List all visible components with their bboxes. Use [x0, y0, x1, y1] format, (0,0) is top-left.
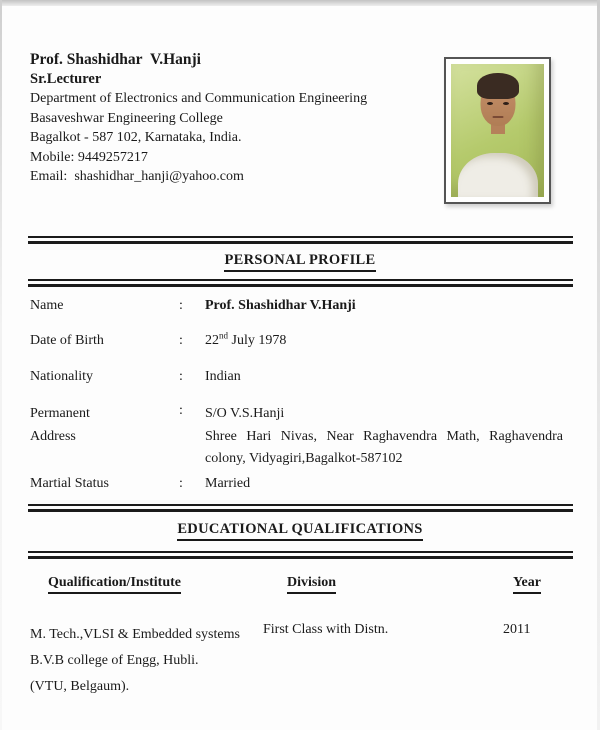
applicant-college: Basaveshwar Engineering College — [30, 110, 223, 126]
profile-photo-image — [451, 64, 544, 197]
row-address-label: Permanent Address — [30, 406, 90, 444]
applicant-name: Prof. Shashidhar V.Hanji — [30, 51, 201, 68]
scan-edge-top — [0, 0, 600, 6]
column-header-year: Year — [513, 575, 541, 594]
education-row-division: First Class with Distn. — [263, 622, 389, 637]
row-dob-label: Date of Birth — [30, 333, 104, 348]
personal-profile-heading: PERSONAL PROFILE — [0, 252, 600, 272]
scan-edge-left — [0, 0, 2, 730]
education-row-year: 2011 — [503, 622, 531, 637]
row-name-value: Prof. Shashidhar V.Hanji — [205, 298, 356, 313]
row-nationality-label: Nationality — [30, 369, 93, 384]
row-permanent-address — [0, 403, 600, 473]
row-address-colon: : — [179, 403, 183, 418]
section-divider — [28, 236, 573, 244]
row-dob-value: 22nd July 1978 — [205, 330, 287, 348]
photo-shirt-shape — [458, 153, 538, 197]
row-address-value: S/O V.S.Hanji Shree Hari Nivas, Near Raghavendra Math, Raghavendra colony, Vidyagiri,Bagalkot-587102 — [205, 406, 563, 466]
profile-photo — [444, 57, 551, 204]
row-marital-colon: : — [179, 476, 183, 491]
photo-mouth-shape — [492, 116, 503, 118]
row-nationality — [0, 369, 600, 391]
section-divider — [28, 504, 573, 512]
applicant-location: Bagalkot - 587 102, Karnataka, India. — [30, 130, 242, 145]
row-marital-label: Martial Status — [30, 476, 109, 491]
column-header-qualification: Qualification/Institute — [48, 575, 181, 594]
row-nationality-colon: : — [179, 369, 183, 384]
row-date-of-birth — [0, 330, 600, 355]
educational-qualifications-heading: EDUCATIONAL QUALIFICATIONS — [0, 521, 600, 541]
contact-header — [30, 50, 367, 187]
photo-eye-right-shape — [503, 102, 509, 105]
row-name-label: Name — [30, 298, 64, 313]
applicant-designation: Sr.Lecturer — [30, 70, 102, 87]
photo-eye-left-shape — [487, 102, 493, 105]
photo-hair-shape — [477, 73, 519, 99]
ordinal-superscript: nd — [219, 330, 228, 341]
row-marital-status — [0, 476, 600, 498]
row-dob-colon: : — [179, 333, 183, 348]
section-divider — [28, 551, 573, 559]
education-row-qualification: M. Tech.,VLSI & Embedded systems B.V.B college of Engg, Hubli. (VTU, Belgaum). — [30, 627, 240, 694]
row-name-colon: : — [179, 298, 183, 313]
row-marital-value: Married — [205, 476, 251, 491]
row-nationality-value: Indian — [205, 369, 241, 384]
row-name — [0, 298, 600, 320]
section-divider — [28, 279, 573, 287]
applicant-email: Email: shashidhar_hanji@yahoo.com — [30, 169, 244, 184]
applicant-mobile: Mobile: 9449257217 — [30, 149, 148, 165]
column-header-division: Division — [287, 575, 336, 594]
applicant-department: Department of Electronics and Communication Engineering — [30, 91, 368, 106]
